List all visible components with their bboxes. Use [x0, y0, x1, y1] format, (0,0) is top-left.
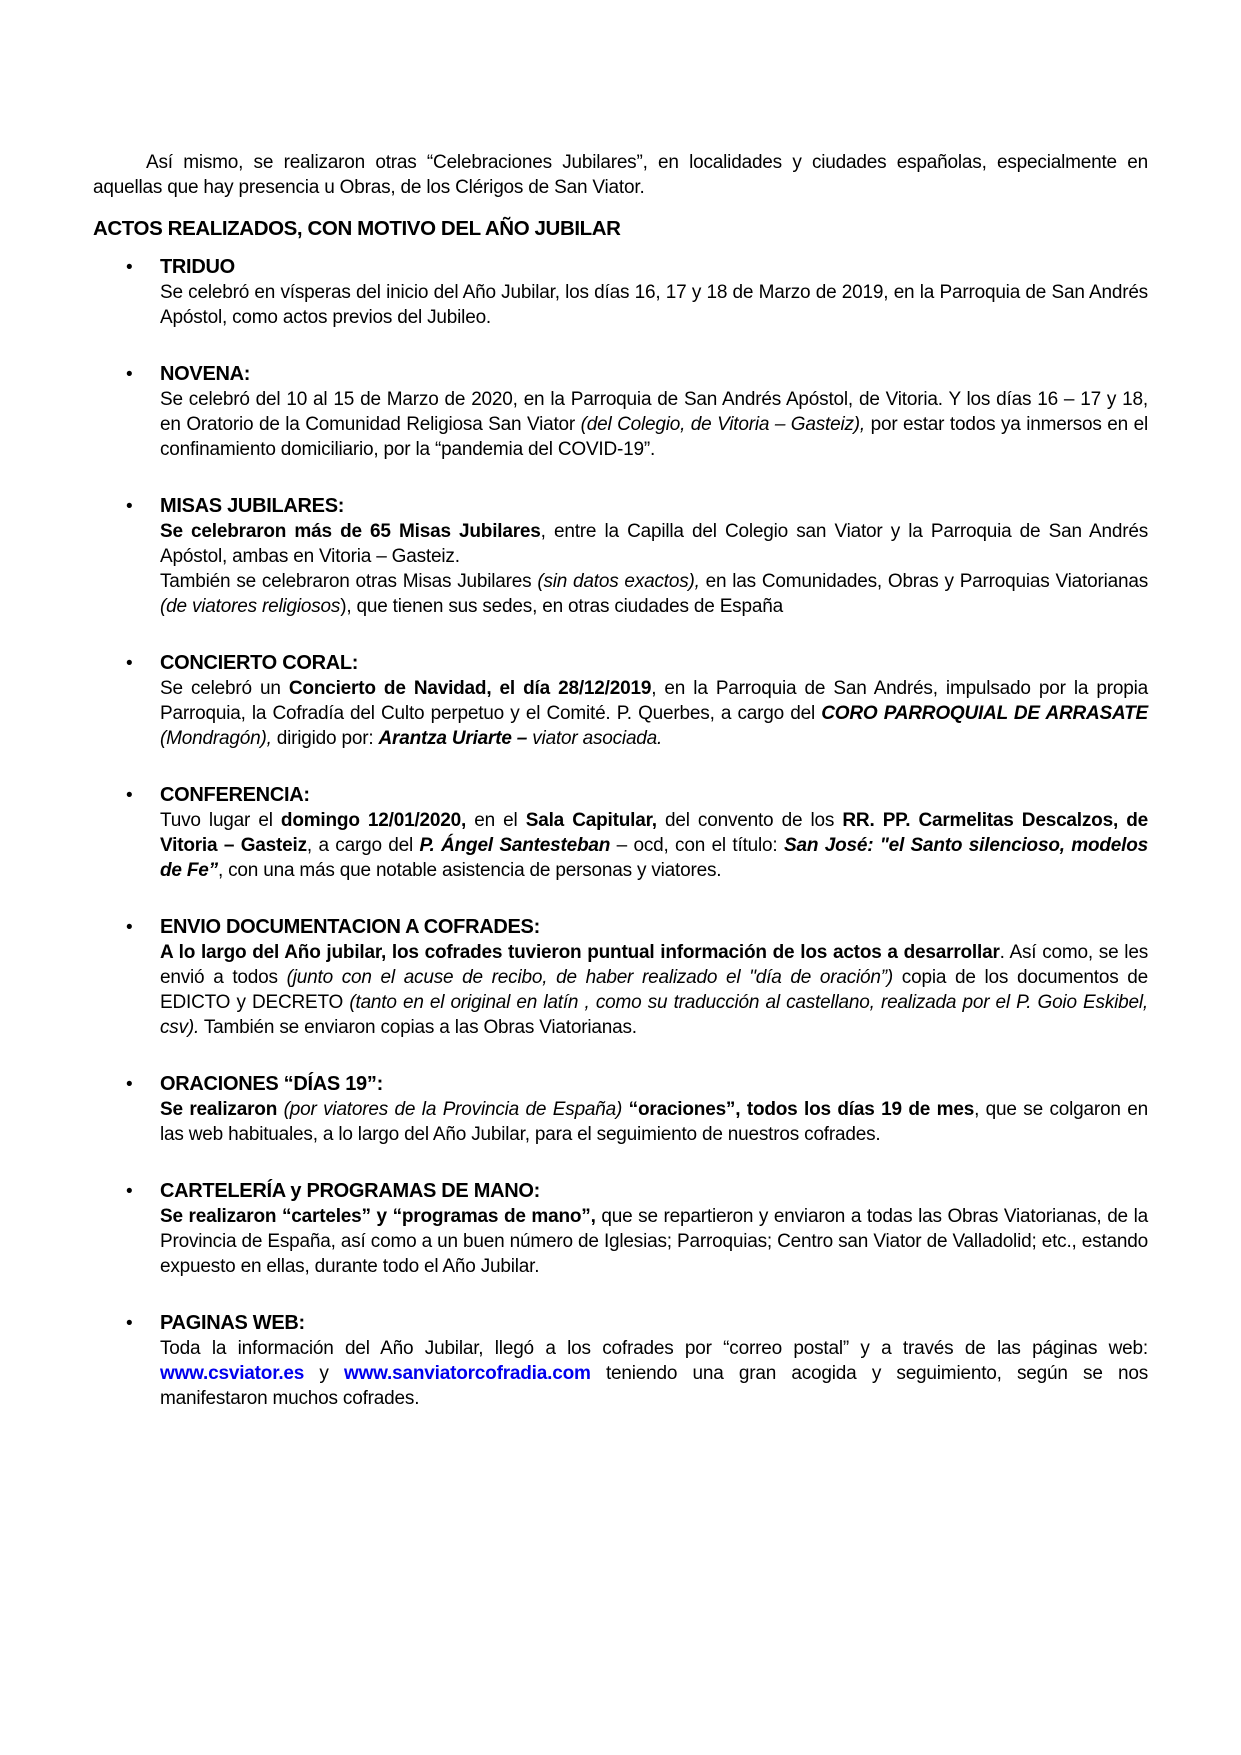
item-title-envio-documentacion: ENVIO DOCUMENTACION A COFRADES: [160, 916, 540, 938]
bullet-item-conferencia [93, 783, 1148, 883]
item-body [160, 569, 1148, 619]
bullet-item-concierto-coral [93, 651, 1148, 751]
bullet-item-envio-documentacion [93, 915, 1148, 1040]
text-run-bold: Se celebraron más de 65 Misas Jubilares [160, 521, 541, 542]
item-body [160, 808, 1148, 883]
text-run: También se enviaron copias a las Obras Viatorianas. [199, 1017, 637, 1038]
text-run: Se celebró en vísperas del inicio del Año Jubilar, los días 16, 17 y 18 de Marzo de 2019, en la Parroquia de San Andrés Apóstol, como actos previos del Jubileo. [160, 282, 1148, 328]
text-run-bold: Concierto de Navidad, el día 28/12/2019 [288, 678, 652, 699]
item-body [160, 1097, 1148, 1147]
item-body [160, 280, 1148, 330]
text-run: Tuvo lugar el [160, 810, 281, 831]
bullet-marker: • [126, 1313, 133, 1334]
text-run-italic: (junto con el acuse de recibo, de haber realizado el "día de oración”) [286, 967, 894, 988]
link-csviator[interactable]: www.csviator.es [160, 1363, 305, 1384]
text-run-italic: (sin datos exactos), [537, 571, 700, 592]
item-title-triduo: TRIDUO [160, 256, 235, 278]
text-run-italic: (por viatores de la Provincia de España) [283, 1099, 629, 1120]
text-run: que se repartieron y enviaron a todas las Obras Viatorianas, de la Provincia de España, así como a un buen número de Iglesias; Parroquias; Centro san Viator de Valladolid; etc., estando expuesto en ellas, durante todo el Año Jubilar. [160, 1206, 1149, 1277]
text-run-bold: domingo 12/01/2020, [280, 810, 467, 831]
item-body [160, 1204, 1148, 1279]
bullet-item-novena [93, 362, 1148, 462]
text-run: en el [466, 810, 526, 831]
item-body [160, 519, 1148, 569]
text-run: dirigido por: [271, 728, 379, 749]
item-title-concierto-coral: CONCIERTO CORAL: [160, 652, 359, 674]
text-run: Se celebró un [160, 678, 289, 699]
text-run-italic: (del Colegio, de Vitoria – Gasteiz), [580, 414, 866, 435]
text-run: Toda la información del Año Jubilar, llegó a los cofrades por “correo postal” y a través de las páginas web: [160, 1338, 1148, 1359]
item-title-novena: NOVENA: [160, 363, 251, 385]
text-run: Se celebró del 10 al 15 de Marzo de 2020, en la Parroquia de San Andrés Apóstol, de Vitoria. Y los días 16 – 17 y 18, en Oratorio de la Comunidad Religiosa San Viator [160, 389, 1148, 435]
bullet-marker: • [126, 917, 133, 938]
item-title-misas-jubilares: MISAS JUBILARES: [160, 495, 345, 517]
text-run-bold-italic: P. Ángel Santesteban [419, 835, 611, 856]
bullet-marker: • [126, 785, 133, 806]
text-run-bold: Se realizaron “carteles” y “programas de mano”, [160, 1206, 596, 1227]
item-title-carteleria-programas: CARTELERÍA y PROGRAMAS DE MANO: [160, 1180, 540, 1202]
text-run: – ocd, con el título: [610, 835, 784, 856]
text-run: copia de los documentos de EDICTO y DECRETO [160, 967, 1148, 1013]
bullet-item-oraciones-dias-19 [93, 1072, 1148, 1147]
text-run-bold-italic: San José: "el Santo silencioso, modelos de Fe” [160, 835, 1148, 881]
item-body [160, 387, 1148, 462]
text-run: ), que tienen sus sedes, en otras ciudades de España [340, 596, 783, 617]
item-body [160, 940, 1148, 1040]
link-sanviatorcofradia[interactable]: www.sanviatorcofradia.com [344, 1363, 591, 1384]
bullet-item-paginas-web [93, 1311, 1148, 1411]
text-run-italic: (de viatores religiosos [160, 596, 341, 617]
text-run: del convento de los [656, 810, 843, 831]
text-run: También se celebraron otras Misas Jubilares [160, 571, 538, 592]
bullet-marker: • [126, 496, 133, 517]
text-run-italic: (Mondragón), [160, 728, 272, 749]
text-run-bold: RR. PP. Carmelitas Descalzos, de Vitoria – Gasteiz [160, 810, 1148, 856]
item-body [160, 676, 1148, 751]
text-run: , a cargo del [306, 835, 420, 856]
bullet-marker: • [126, 1181, 133, 1202]
bullet-marker: • [126, 1074, 133, 1095]
item-body [160, 1336, 1148, 1411]
text-run-bold-italic: CORO PARROQUIAL DE ARRASATE [821, 703, 1148, 724]
text-run-bold: Se realizaron [160, 1099, 284, 1120]
bullet-marker: • [126, 257, 133, 278]
bullet-item-triduo [93, 255, 1148, 330]
item-title-conferencia: CONFERENCIA: [160, 784, 310, 806]
text-run: , en la Parroquia de San Andrés, impulsado por la propia Parroquia, la Cofradía del Culto perpetuo y el Comité. P. Querbes, a cargo del [160, 678, 1148, 724]
text-run: en las Comunidades, Obras y Parroquias Viatorianas [699, 571, 1148, 592]
text-run-bold: A lo largo del Año jubilar, los cofrades tuvieron puntual información de los actos a desarrollar [160, 942, 1000, 963]
text-run: , que se colgaron en las web habituales, a lo largo del Año Jubilar, para el seguimiento de nuestros cofrades. [160, 1099, 1148, 1145]
text-run: y [304, 1363, 345, 1384]
text-run-italic: (tanto en el original en latín , como su traducción al castellano, realizada por el P. Goio Eskibel, csv). [160, 992, 1148, 1038]
section-heading: ACTOS REALIZADOS, CON MOTIVO DEL AÑO JUBILAR [93, 217, 621, 240]
text-run-bold-italic: Arantza Uriarte – [378, 728, 533, 749]
bullet-marker: • [126, 653, 133, 674]
text-run: teniendo una gran acogida y seguimiento, según se nos manifestaron muchos cofrades. [160, 1363, 1149, 1409]
text-run-bold: “oraciones”, todos los días 19 de mes [628, 1099, 975, 1120]
bullet-item-carteleria-programas [93, 1179, 1148, 1279]
text-run: . Así como, se les envió a todos [160, 942, 1148, 988]
text-run: , con una más que notable asistencia de personas y viatores. [217, 860, 722, 881]
text-run: por estar todos ya inmersos en el confinamiento domiciliario, por la “pandemia del COVID-19”. [160, 414, 1148, 460]
bullet-item-misas-jubilares [93, 494, 1148, 619]
intro-paragraph: Así mismo, se realizaron otras “Celebraciones Jubilares”, en localidades y ciudades españolas, especialmente en aquellas que hay presencia u Obras, de los Clérigos de San Viator. [93, 152, 1148, 198]
item-title-oraciones-dias-19: ORACIONES “DÍAS 19”: [160, 1073, 383, 1095]
acts-list [93, 255, 1148, 1411]
text-run: , entre la Capilla del Colegio san Viator y la Parroquia de San Andrés Apóstol, ambas en Vitoria – Gasteiz. [160, 521, 1149, 567]
text-run-bold: Sala Capitular, [525, 810, 657, 831]
item-title-paginas-web: PAGINAS WEB: [160, 1312, 305, 1334]
bullet-marker: • [126, 364, 133, 385]
text-run-italic: viator asociada. [532, 728, 663, 749]
